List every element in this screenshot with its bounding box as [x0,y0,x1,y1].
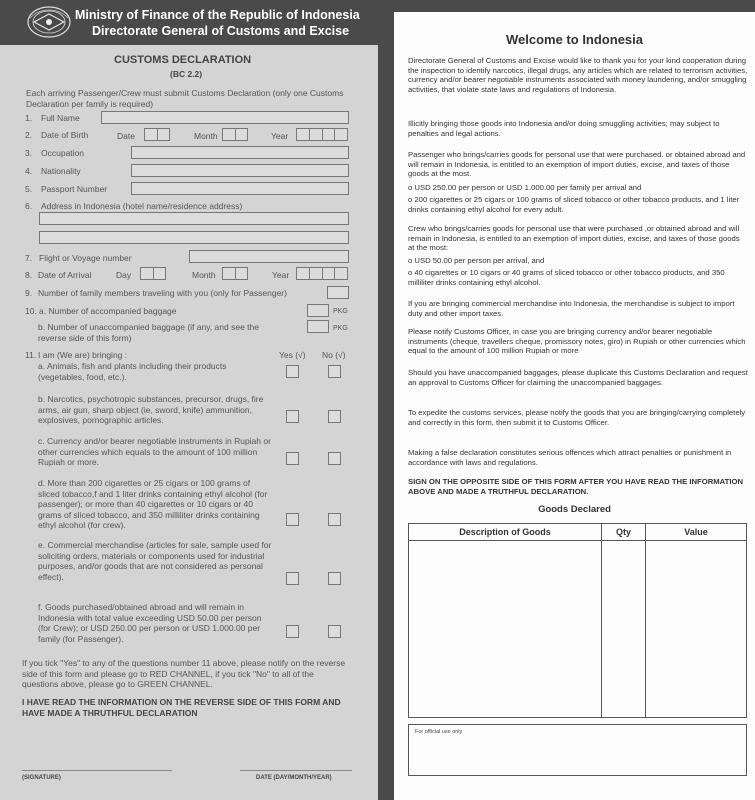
unaccompanied-baggage-note: Should you have unaccompanied baggages, please duplicate this Customs Declaration and request an approval to Customs Officer for clairning the unaccompanied baggages. [408,368,748,387]
description-cell[interactable] [409,542,601,717]
q4-number: 4. [25,166,33,176]
unaccompanied-baggage-label: b. Number of unaccompanied baggage (if any, and see the reverse side of this form) [38,322,259,343]
q2-number: 2. [25,130,33,140]
flight-field[interactable] [189,250,349,263]
item-e-yes-checkbox[interactable] [286,572,299,585]
q8-number: 8. [25,270,33,280]
accompanied-baggage-label: a. Number of accompanied baggage [39,306,177,316]
occupation-field[interactable] [131,146,349,159]
signature-label: (SIGNATURE) [22,775,61,781]
arrival-day-field[interactable] [140,267,166,280]
crew-exemption-currency: o USD 50.00 per person per arrival, and [408,256,545,265]
goods-declared-title: Goods Declared [538,504,611,515]
form-intro: Each arriving Passenger/Crew must submit Customs Declaration (only one Customs Declaration per family is required) [26,88,344,109]
smuggling-warning: Illicitly bringing those goods into Indonesia and/or doing smuggling activities; may subject to penalties and legal actions. [408,119,720,138]
dob-date-field[interactable] [144,128,170,141]
occupation-label: Occupation [41,148,84,158]
date-label: DATE (DAY/MONTH/YEAR) [256,775,332,781]
arrival-year-label: Year [272,270,290,280]
item-f-text: f. Goods purchased/obtained abroad and will remain in Indonesia with total value exceeding USD 50.00 per person (for Crew); or USD 250.00 per person or USD 1.000.00 per family (for Passenger). [38,602,262,644]
passenger-exemption-currency: o USD 250.00 per person or USD 1.000.00 per family per arrival and [408,183,642,192]
item-b-yes-checkbox[interactable] [286,410,299,423]
item-a-yes-checkbox[interactable] [286,365,299,378]
yes-column-label: Yes (√) [279,350,306,360]
q3-number: 3. [25,148,33,158]
description-column-header: Description of Goods [459,527,551,537]
q5-number: 5. [25,184,33,194]
dob-date-label: Date [117,131,135,141]
item-c-no-checkbox[interactable] [328,452,341,465]
item-e-text: e. Commercial merchandise (articles for sale, sample used for soliciting orders, materials or components used for industrial purposes, and/or goods that are not considered as personal effect). [38,540,272,582]
dob-year-label: Year [271,131,289,141]
accompanied-pkg-unit: PKG [333,308,348,315]
item-d-no-checkbox[interactable] [328,513,341,526]
address-field-line2[interactable] [39,231,349,244]
crew-exemption-tobacco: o 40 cigarettes or 10 cigars or 40 grams of sliced tobacco or other tobacco products, and 350 milliliter drinks containing ethyl alcohol. [408,268,725,287]
item-b-no-checkbox[interactable] [328,410,341,423]
address-field-line1[interactable] [39,212,349,225]
official-use-label: For official use only [415,729,463,735]
reverse-info-page [394,12,755,800]
passport-field[interactable] [131,182,349,195]
currency-notice: Please notify Customs Officer, in case you are bringing currency and/or bearer negotiable instruments (cheque, travellers cheque, promissory notes, giro) in Rupiah or other currencies which equal to the amount of 100 million Rupiah or more [408,327,746,356]
ministry-title: Ministry of Finance of the Republic of Indonesia [75,8,360,22]
item-d-yes-checkbox[interactable] [286,513,299,526]
false-declaration-warning: Making a false declaration constitutes serious offences which attract penalties or punishment in accordance with laws and regulations. [408,448,732,467]
passenger-exemption-tobacco: o 200 cigarettes or 25 cigars or 100 grams of sliced tobacco or other tobacco products, and 1 liter drinks containing ethyl alcohol for every adult. [408,195,740,214]
signature-line[interactable] [22,770,172,771]
full-name-field[interactable] [101,111,349,124]
arrival-year-field[interactable] [296,267,348,280]
family-members-label: Number of family members traveling with you (only for Passenger) [38,288,287,298]
value-cell[interactable] [646,542,746,717]
qty-column-header: Qty [615,527,631,537]
flight-label: Flight or Voyage number [39,253,132,263]
nationality-label: Nationality [41,166,81,176]
expedite-note: To expedite the customs services, please notify the goods that you are bringing/carrying completely and correctly in this form, then submit it to Customs Officer. [408,408,746,427]
q9-number: 9. [25,288,33,298]
q1-number: 1. [25,113,33,123]
no-column-label: No (√) [322,350,346,360]
item-e-no-checkbox[interactable] [328,572,341,585]
value-column-header: Value [684,527,708,537]
passenger-exemption: Passenger who brings/carries goods for personal use that were purchased. or obtained abroad and will remain in Indonesia, is entitled to an exemption of import duties, excise, and taxes of those goods at the most. [408,150,746,179]
arrival-date-label: Date of Arrival [38,270,92,280]
item-f-yes-checkbox[interactable] [286,625,299,638]
arrival-month-field[interactable] [222,267,248,280]
intro-paragraph: Directorate General of Customs and Excise would like to thank you for your kind cooperation during the inspection to identify narcotics, illegal drugs, any articles which are related to terrorism activities, currency and/or bearer negotiable instruments associated with money laundering, and/or smuggling activities, that violate state laws and regulations of Indonesia. [408,56,748,94]
goods-declared-table [408,523,747,718]
item-f-no-checkbox[interactable] [328,625,341,638]
date-line[interactable] [240,770,352,771]
dob-month-field[interactable] [222,128,248,141]
customs-emblem-icon [26,5,72,39]
q10-number: 10. [25,306,37,316]
family-members-field[interactable] [327,286,349,299]
item-d-text: d. More than 200 cigarettes or 25 cigars or 100 grams of sliced tobacco,f and 1 liter drinks containing ethyl alcohol (for passenger); or more than 40 cigarettes or 10 cigars or 40 grams of sliced tobacco, and 350 milliliter drinks containing ethyl alcohol (for crew). [38,478,268,530]
q7-number: 7. [25,253,33,263]
form-header [0,0,378,45]
arrival-day-label: Day [116,270,132,280]
item-b-text: b. Narcotics, psychotropic substances, precursor, drugs, fire arms, air gun, sharp object (ie, sword, knife) ammunition, explosives, pornographic articles. [38,394,264,425]
arrival-month-label: Month [192,270,216,280]
form-code: (BC 2.2) [170,69,203,79]
unaccompanied-baggage-field[interactable] [307,320,329,333]
channel-notice: If you tick "Yes" to any of the questions number 11 above, please notify on the reverse side of this form and please go to RED CHANNEL, if you tick "No" to all of the questions above, please go to GREEN CHANNEL. [22,658,346,689]
unaccompanied-pkg-unit: PKG [333,325,348,332]
item-c-yes-checkbox[interactable] [286,452,299,465]
form-title: CUSTOMS DECLARATION [114,54,252,66]
qty-cell[interactable] [602,542,645,717]
item-c-text: c. Currency and/or bearer negotiable instruments in Rupiah or other currencies which equals to the amount of 100 million Rupiah or more. [38,436,271,467]
sign-instruction: SIGN ON THE OPPOSITE SIDE OF THIS FORM AFTER YOU HAVE READ THE INFORMATION ABOVE AND MADE A TRUTHFUL DECLARATION. [408,477,743,496]
directorate-title: Directorate General of Customs and Excise [92,24,350,38]
dob-year-field[interactable] [296,128,348,141]
official-use-box [408,724,747,776]
q11-number: 11. [25,350,37,360]
item-a-text: a. Animals, fish and plants including their products (vegetables, food, etc.). [38,361,227,382]
commercial-merchandise-note: If you are bringing commercial merchandise into Indonesia, the merchandise is subject to import duty and other import taxes. [408,299,735,318]
dob-month-label: Month [194,131,218,141]
accompanied-baggage-field[interactable] [307,304,329,317]
q6-number: 6. [25,201,33,211]
crew-exemption: Crew who brings/carries goods for personal use that were purchased ,or obtained abroad and will remain in Indonesia, is entitled to an exemption of import duties, excise, and taxes of those goods at the most: [408,224,740,253]
dob-label: Date of Birth [41,130,89,140]
bringing-label: I am (We are) bringing : [38,350,128,360]
item-a-no-checkbox[interactable] [328,365,341,378]
full-name-label: Full Name [41,113,80,123]
welcome-title: Welcome to Indonesia [505,32,643,47]
declaration-statement: I HAVE READ THE INFORMATION ON THE REVERSE SIDE OF THIS FORM AND HAVE MADE A THRUTHFUL DECLARATION [22,697,341,718]
nationality-field[interactable] [131,164,349,177]
passport-label: Passport Number [41,184,108,194]
address-label: Address in Indonesia (hotel name/residence address) [41,201,243,211]
